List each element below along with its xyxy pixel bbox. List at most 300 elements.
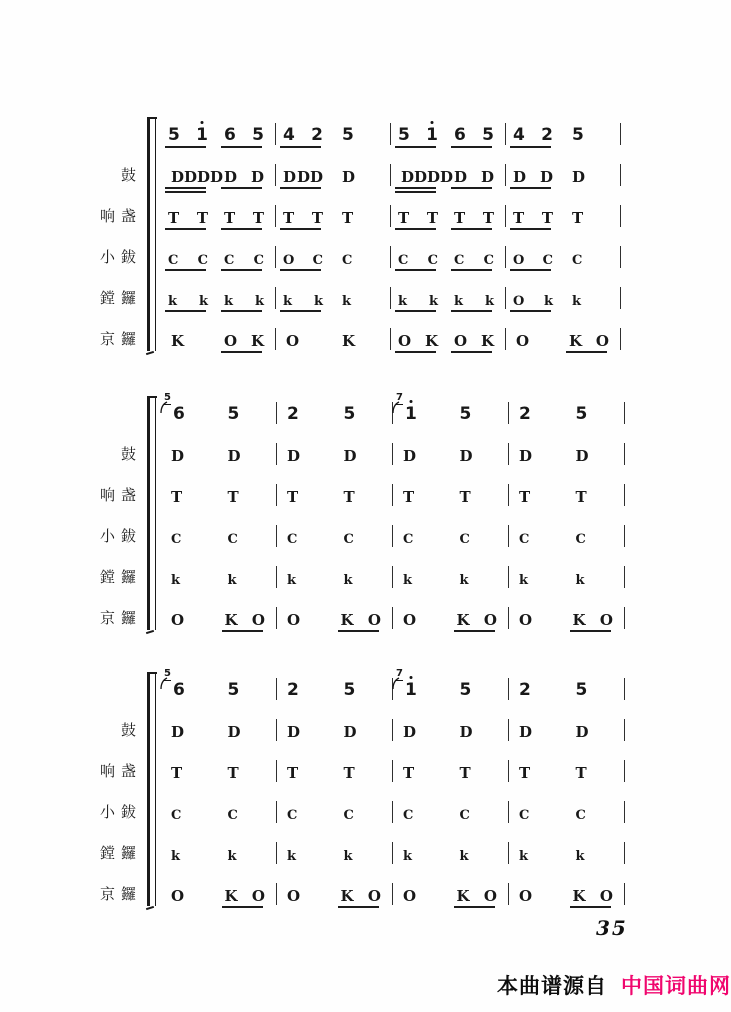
beat-group <box>218 160 274 190</box>
instrument-label: 小鈸 <box>99 249 142 266</box>
beat-group <box>219 439 276 469</box>
note-token: T <box>287 487 299 506</box>
note-token: T <box>196 208 208 227</box>
beat-group <box>451 756 508 786</box>
beat-group <box>394 756 451 786</box>
beat-group <box>335 521 392 551</box>
row-content <box>162 756 626 786</box>
note-token: k <box>543 293 553 309</box>
beat-group <box>451 715 508 745</box>
beat-group <box>510 756 567 786</box>
beat-group <box>507 201 563 231</box>
beat-group <box>451 398 508 428</box>
note-token: O <box>513 293 525 309</box>
beat-group <box>333 242 389 272</box>
note-token: 5 <box>227 403 240 424</box>
measure <box>278 562 391 592</box>
score-row-xiaobo <box>0 791 710 832</box>
measure <box>510 439 623 469</box>
note-token: O <box>513 252 525 268</box>
measure <box>394 391 507 428</box>
beat-group <box>278 480 335 510</box>
barline <box>505 246 506 268</box>
score-system-3 <box>0 668 710 914</box>
row-content <box>162 439 626 469</box>
beat-group <box>510 797 567 827</box>
barline <box>392 566 393 588</box>
note-token: 5 <box>459 679 472 700</box>
note-token: C <box>227 807 238 823</box>
note-token: O <box>483 610 497 629</box>
note-token: k <box>168 293 178 309</box>
score-row-melody <box>0 668 710 709</box>
score-row-melody <box>0 113 710 154</box>
score-row-tangluo <box>0 832 710 873</box>
note-token: C <box>398 252 409 268</box>
note-token: T <box>252 208 264 227</box>
note-token: D <box>454 167 468 186</box>
beat-group <box>451 562 508 592</box>
barline <box>276 842 277 864</box>
note-token: K <box>569 331 583 350</box>
beat-group <box>162 201 218 231</box>
row-content <box>162 119 622 149</box>
beat-group <box>278 879 335 909</box>
instrument-label: 鼓 <box>120 446 142 463</box>
row-content <box>162 797 626 827</box>
beat-group <box>162 562 219 592</box>
beat-group <box>335 480 392 510</box>
measure <box>162 480 275 510</box>
beat-group <box>162 797 219 827</box>
beat-group <box>392 160 454 190</box>
measure <box>392 324 504 354</box>
measure <box>278 756 391 786</box>
measure <box>162 603 275 633</box>
barline <box>624 678 625 700</box>
beat-group <box>510 562 567 592</box>
beat-group <box>219 398 276 428</box>
note-token: C <box>287 531 298 547</box>
note-token: k <box>428 293 438 309</box>
note-token: 5 <box>398 124 410 145</box>
instrument-label: 鏜鑼 <box>99 290 142 307</box>
beat-group <box>394 715 451 745</box>
note-token: k <box>227 848 237 864</box>
beat-group <box>448 160 504 190</box>
beat-group <box>277 242 333 272</box>
beat-group <box>394 797 451 827</box>
barline <box>276 443 277 465</box>
measure <box>394 603 507 633</box>
beat-group <box>162 667 219 704</box>
note-token: k <box>287 572 297 588</box>
barline <box>624 443 625 465</box>
note-token: K <box>171 331 185 350</box>
beat-group <box>451 797 508 827</box>
score-row-xiaobo <box>0 236 710 277</box>
measure <box>392 201 504 231</box>
barline <box>624 719 625 741</box>
note-token: T <box>171 487 183 506</box>
instrument-label: 鼓 <box>120 167 142 184</box>
barline <box>620 246 621 268</box>
score-row-tangluo <box>0 556 710 597</box>
measure <box>510 879 623 909</box>
barline <box>508 760 509 782</box>
measure <box>162 562 275 592</box>
beat-group <box>451 838 508 868</box>
note-token: O <box>286 331 300 350</box>
note-token: 1 <box>404 403 417 424</box>
beat-group <box>333 201 389 231</box>
measure <box>510 398 623 428</box>
row-content <box>162 838 626 868</box>
measure <box>162 756 275 786</box>
instrument-label: 鏜鑼 <box>99 845 142 862</box>
beat-group <box>219 674 276 704</box>
barline <box>392 801 393 823</box>
row-content <box>162 603 626 633</box>
beat-group <box>507 283 563 313</box>
barline <box>624 760 625 782</box>
barline <box>275 287 276 309</box>
note-token: k <box>171 572 181 588</box>
barline <box>508 443 509 465</box>
note-token: D <box>287 722 301 741</box>
system-bracket <box>147 398 156 630</box>
note-token: O <box>251 886 265 905</box>
note-token: D <box>343 446 357 465</box>
measure <box>394 480 507 510</box>
beat-group <box>277 119 333 149</box>
note-token: 4 <box>513 124 525 145</box>
note-token: D <box>513 167 527 186</box>
score-row-jingluo <box>0 318 710 359</box>
note-token: k <box>519 848 529 864</box>
beat-group <box>567 797 624 827</box>
note-token: k <box>459 572 469 588</box>
measure <box>162 838 275 868</box>
barline <box>392 883 393 905</box>
measure <box>162 324 274 354</box>
note-token: DDDD <box>401 167 454 186</box>
barline <box>620 164 621 186</box>
note-token: K <box>480 331 494 350</box>
note-token: C <box>454 252 465 268</box>
note-token: D <box>250 167 264 186</box>
measure <box>278 715 391 745</box>
barline <box>624 525 625 547</box>
note-token: T <box>403 763 415 782</box>
measure <box>278 674 391 704</box>
note-token: D <box>539 167 553 186</box>
note-token: k <box>198 293 208 309</box>
barline <box>275 164 276 186</box>
note-token: D <box>519 446 533 465</box>
beat-group <box>278 521 335 551</box>
note-token: C <box>575 807 586 823</box>
note-token: 2 <box>287 403 299 424</box>
note-token: D <box>227 722 241 741</box>
note-token: O <box>171 886 185 905</box>
note-token: C <box>287 807 298 823</box>
beat-group <box>448 283 504 313</box>
measure <box>277 283 389 313</box>
note-token: 5 <box>168 124 180 145</box>
note-token: K <box>342 331 356 350</box>
measure <box>394 562 507 592</box>
beat-group <box>563 160 619 190</box>
measure <box>162 715 275 745</box>
score-system-2 <box>0 392 710 638</box>
measure <box>392 242 504 272</box>
beat-group <box>335 603 392 633</box>
barline <box>275 123 276 145</box>
beat-group <box>333 160 389 190</box>
row-content <box>162 391 626 428</box>
note-token: C <box>459 531 470 547</box>
note-token: 5 <box>227 679 240 700</box>
watermark-site-name: 中国词曲网 <box>621 975 731 998</box>
grace-digit: 5 <box>164 667 171 679</box>
beat-group <box>162 439 219 469</box>
measure <box>277 119 389 149</box>
beat-group <box>162 391 219 428</box>
watermark-footer <box>497 970 731 1000</box>
note-token: 5 <box>343 403 356 424</box>
note-token: k <box>484 293 494 309</box>
barline <box>275 205 276 227</box>
instrument-label: 鼓 <box>120 722 142 739</box>
barline <box>392 842 393 864</box>
barline <box>505 328 506 350</box>
note-token: k <box>342 293 352 309</box>
measure <box>507 201 619 231</box>
note-token: 1 <box>426 124 438 145</box>
beat-group <box>507 242 563 272</box>
note-token: 6 <box>224 124 236 145</box>
beat-group <box>335 879 392 909</box>
barline <box>276 760 277 782</box>
beat-group <box>510 838 567 868</box>
note-token: T <box>403 487 415 506</box>
measure <box>394 797 507 827</box>
beat-group <box>394 391 451 428</box>
note-token: T <box>572 208 584 227</box>
note-token: 1 <box>404 679 417 700</box>
barline <box>620 287 621 309</box>
watermark-prefix-text: 本曲谱源自 <box>497 975 607 998</box>
beat-group <box>563 283 619 313</box>
barline <box>508 566 509 588</box>
barline <box>620 205 621 227</box>
beat-group <box>162 879 219 909</box>
measure <box>277 160 389 190</box>
beat-group <box>218 283 274 313</box>
beat-group <box>451 480 508 510</box>
beat-group <box>219 838 276 868</box>
beat-group <box>563 324 619 354</box>
barline <box>508 607 509 629</box>
beat-group <box>567 603 624 633</box>
score-system-1 <box>0 113 710 359</box>
barline <box>390 164 391 186</box>
measure <box>507 324 619 354</box>
beat-group <box>510 480 567 510</box>
beat-group <box>219 562 276 592</box>
beat-group <box>567 674 624 704</box>
note-token: 2 <box>519 679 531 700</box>
note-token: T <box>343 487 355 506</box>
note-token: T <box>513 208 525 227</box>
beat-group <box>335 562 392 592</box>
barline <box>392 760 393 782</box>
barline <box>624 801 625 823</box>
note-token: C <box>253 252 264 268</box>
note-token: D <box>287 446 301 465</box>
note-token: k <box>403 848 413 864</box>
instrument-label: 小鈸 <box>99 804 142 821</box>
beat-group <box>507 160 563 190</box>
note-token: K <box>572 610 586 629</box>
row-content <box>162 521 626 551</box>
barline <box>505 205 506 227</box>
note-token: 6 <box>172 403 185 424</box>
score-row-gu <box>0 709 710 750</box>
row-content <box>162 562 626 592</box>
measure <box>510 797 623 827</box>
note-token: T <box>575 763 587 782</box>
measure <box>510 715 623 745</box>
barline <box>624 883 625 905</box>
note-token: k <box>454 293 464 309</box>
row-content <box>162 715 626 745</box>
instrument-label: 鏜鑼 <box>99 569 142 586</box>
note-token: C <box>403 531 414 547</box>
beat-group <box>219 879 276 909</box>
beat-group <box>162 480 219 510</box>
measure <box>278 398 391 428</box>
note-token: T <box>168 208 180 227</box>
measure <box>278 480 391 510</box>
measure <box>507 160 619 190</box>
beat-group <box>277 160 333 190</box>
note-token: T <box>519 763 531 782</box>
beat-group <box>567 879 624 909</box>
note-token: k <box>171 848 181 864</box>
note-token: C <box>459 807 470 823</box>
note-token: 5 <box>572 124 584 145</box>
beat-group <box>219 756 276 786</box>
note-token: K <box>224 886 238 905</box>
measure <box>510 674 623 704</box>
beat-group <box>162 756 219 786</box>
beat-group <box>278 398 335 428</box>
score-row-xiangzhan <box>0 474 710 515</box>
barline <box>508 883 509 905</box>
note-token: 2 <box>287 679 299 700</box>
beat-group <box>219 797 276 827</box>
measure <box>394 838 507 868</box>
note-token: D <box>283 167 297 186</box>
grace-note <box>164 393 171 405</box>
note-token: k <box>459 848 469 864</box>
note-token: k <box>343 848 353 864</box>
beat-group <box>218 324 274 354</box>
score-row-xiangzhan <box>0 195 710 236</box>
measure <box>278 439 391 469</box>
note-token: K <box>224 610 238 629</box>
note-token: 5 <box>343 679 356 700</box>
note-token: C <box>171 531 182 547</box>
barline <box>392 443 393 465</box>
instrument-label: 京鑼 <box>99 331 142 348</box>
beat-group <box>278 674 335 704</box>
measure <box>277 242 389 272</box>
note-token: k <box>227 572 237 588</box>
note-token: 1 <box>196 124 208 145</box>
note-token: k <box>224 293 234 309</box>
beat-group <box>567 715 624 745</box>
note-token: DDDD <box>171 167 224 186</box>
beat-group <box>277 283 333 313</box>
note-token: C <box>342 252 353 268</box>
instrument-label: 京鑼 <box>99 886 142 903</box>
beat-group <box>277 201 333 231</box>
note-token: k <box>519 572 529 588</box>
instrument-label: 响盏 <box>99 487 142 504</box>
row-content <box>162 667 626 704</box>
note-token: D <box>171 446 185 465</box>
barline <box>620 328 621 350</box>
note-token: O <box>251 610 265 629</box>
note-token: O <box>367 886 381 905</box>
note-token: T <box>575 487 587 506</box>
beat-group <box>162 838 219 868</box>
measure <box>394 879 507 909</box>
beat-group <box>567 756 624 786</box>
note-token: 6 <box>454 124 466 145</box>
note-token: D <box>224 167 238 186</box>
row-content <box>162 879 626 909</box>
note-token: 5 <box>459 403 472 424</box>
measure <box>162 119 274 149</box>
barline <box>508 678 509 700</box>
instrument-label: 响盏 <box>99 208 142 225</box>
barline <box>505 164 506 186</box>
barline <box>276 484 277 506</box>
measure <box>162 667 275 704</box>
measure <box>394 667 507 704</box>
row-content <box>162 160 622 190</box>
note-token: T <box>454 208 466 227</box>
note-token: C <box>572 252 583 268</box>
instrument-label: 响盏 <box>99 763 142 780</box>
note-token: k <box>572 293 582 309</box>
measure <box>507 283 619 313</box>
beat-group <box>451 879 508 909</box>
note-token: 5 <box>252 124 264 145</box>
beat-group <box>567 398 624 428</box>
note-token: O <box>283 252 295 268</box>
note-token: K <box>572 886 586 905</box>
note-token: D <box>519 722 533 741</box>
beat-group <box>394 603 451 633</box>
barline <box>508 801 509 823</box>
beat-group <box>333 119 389 149</box>
barline <box>508 842 509 864</box>
